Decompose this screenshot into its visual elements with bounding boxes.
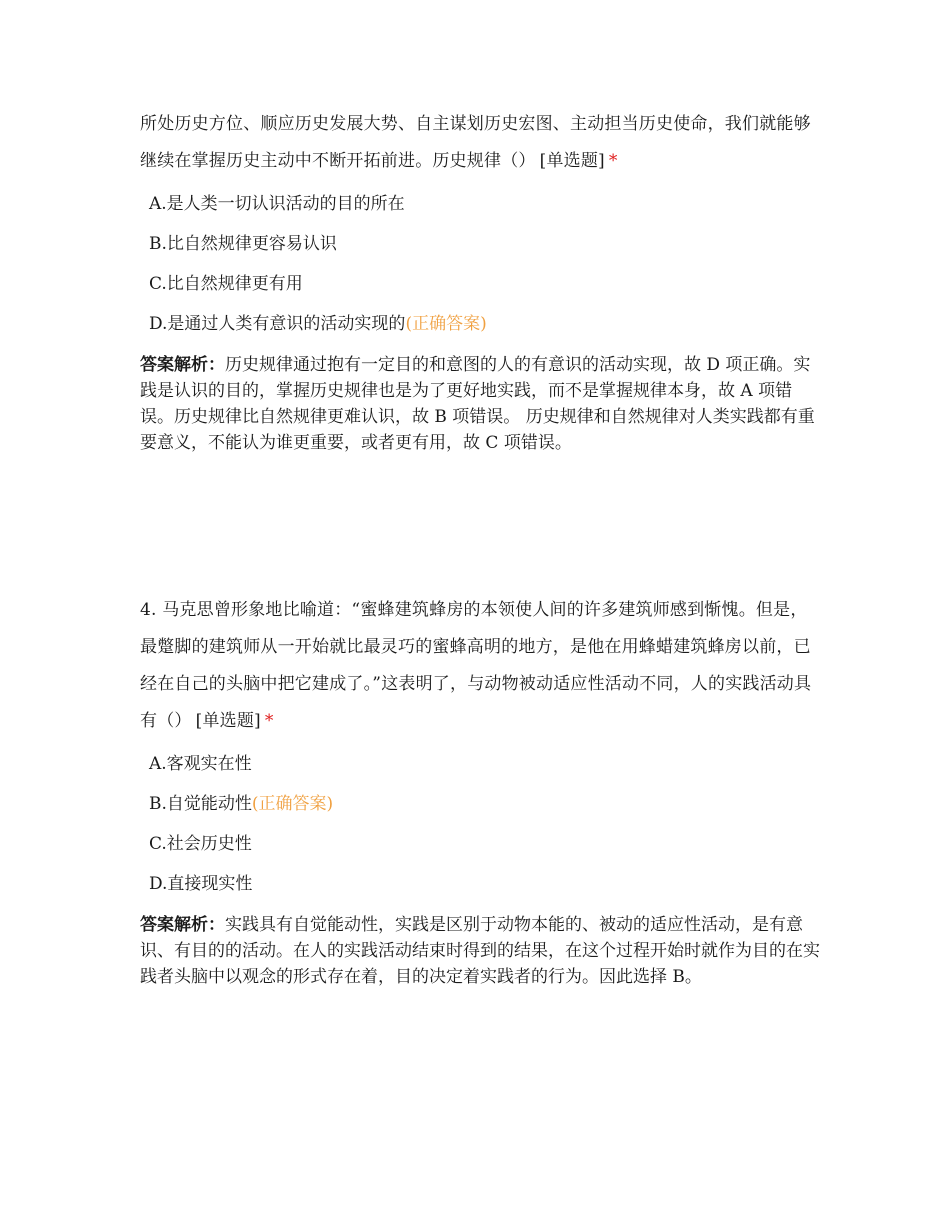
- option-a[interactable]: [140, 744, 820, 784]
- answer-analysis: [140, 352, 820, 456]
- option-label: B.自觉能动性: [149, 794, 252, 814]
- question-4-stem: 4. 马克思曾形象地比喻道：“蜜蜂建筑蜂房的本领使人间的许多建筑师感到惭愧。但是，最蹩脚的建筑师从一开始就比最灵巧的蜜蜂高明的地方，是他在用蜂蜡建筑蜂房以前，已经在自己的头脑中把它建成了。”这表明了，与动物被动适应性活动不同，人的实践活动具有（）: [140, 600, 812, 731]
- question-3-options: [140, 184, 820, 344]
- option-a[interactable]: [140, 184, 820, 224]
- answer-analysis: [140, 912, 820, 990]
- option-label: D.是通过人类有意识的活动实现的: [149, 314, 406, 334]
- required-mark: *: [264, 711, 274, 731]
- question-3-stem: 所处历史方位、顺应历史发展大势、自主谋划历史宏图、主动担当历史使命，我们就能够继续在掌握历史主动中不断开拓前进。历史规律（）: [140, 114, 811, 171]
- analysis-label: 答案解析：: [140, 915, 225, 935]
- option-b[interactable]: [140, 784, 820, 824]
- question-type: [单选题]: [539, 151, 605, 171]
- option-d[interactable]: [140, 864, 820, 904]
- option-label: D.直接现实性: [149, 874, 253, 894]
- question-3: [140, 106, 820, 456]
- question-4-options: [140, 744, 820, 904]
- option-label: C.比自然规律更有用: [149, 274, 303, 294]
- analysis-text: 实践具有自觉能动性，实践是区别于动物本能的、被动的适应性活动，是有意识、有目的的活动。在人的实践活动结束时得到的结果，在这个过程开始时就作为目的在实践者头脑中以观念的形式存在着，目的决定着实践者的行为。因此选择 B。: [140, 915, 820, 987]
- option-label: A.客观实在性: [149, 754, 252, 774]
- correct-answer-tag: (正确答案): [251, 794, 334, 814]
- required-mark: *: [608, 151, 618, 171]
- analysis-label: 答案解析：: [140, 355, 225, 375]
- correct-answer-tag: (正确答案): [405, 314, 487, 334]
- option-label: B.比自然规律更容易认识: [149, 234, 337, 254]
- question-4: [140, 592, 820, 990]
- question-3-text: [140, 106, 820, 180]
- option-label: C.社会历史性: [149, 834, 252, 854]
- option-d[interactable]: [140, 304, 820, 344]
- option-b[interactable]: [140, 224, 820, 264]
- analysis-text: 历史规律通过抱有一定目的和意图的人的有意识的活动实现，故 D 项正确。实践是认识的目的，掌握历史规律也是为了更好地实践，而不是掌握规律本身，故 A 项错误。历史规律比自然规律更难认识，故 B 项错误。 历史规律和自然规律对人类实践都有重要意义，不能认为谁更重要，或者更有用，故 C 项错误。: [140, 355, 815, 453]
- option-c[interactable]: [140, 264, 820, 304]
- option-c[interactable]: [140, 824, 820, 864]
- question-4-text: [140, 592, 820, 740]
- option-label: A.是人类一切认识活动的目的所在: [149, 194, 405, 214]
- question-type: [单选题]: [195, 711, 261, 731]
